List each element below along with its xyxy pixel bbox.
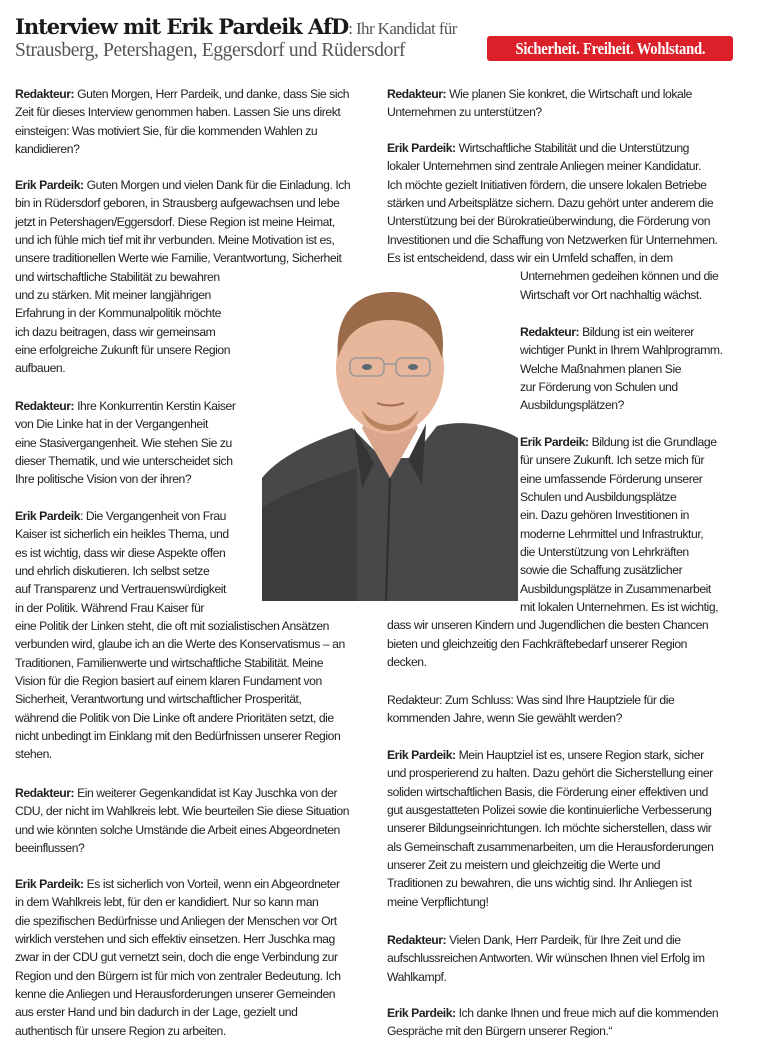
text-line bbox=[15, 176, 350, 194]
speaker-label: Erik Pardeik: bbox=[15, 178, 84, 192]
text-line bbox=[520, 396, 723, 414]
text-line bbox=[387, 783, 713, 801]
line-text: CDU, der nicht im Wahlkreis lebt. Wie beurteilen Sie diese Situation bbox=[15, 804, 350, 819]
line-text: Schulen und Ausbildungsplätze bbox=[520, 490, 677, 505]
text-line bbox=[520, 488, 718, 506]
text-line bbox=[15, 821, 349, 839]
line-text: bin in Rüdersdorf geboren, in Strausberg aufgewachsen und lebe bbox=[15, 196, 340, 211]
text-line bbox=[15, 709, 345, 727]
text-line bbox=[387, 746, 713, 764]
line-text: zwar in der CDU gut vernetzt sein, doch die enge Verbindung zur bbox=[15, 950, 338, 965]
headline bbox=[15, 14, 457, 39]
line-text: ein. Dazu gehören Investitionen in bbox=[520, 508, 689, 523]
question-paragraph bbox=[387, 691, 674, 728]
speaker-label: Redakteur: bbox=[15, 786, 75, 800]
text-line bbox=[387, 616, 718, 634]
answer-paragraph bbox=[387, 746, 713, 911]
line-text: auf Transparenz und Vertrauenswürdigkeit bbox=[15, 582, 226, 597]
text-line bbox=[15, 839, 349, 857]
line-text: Wirtschaft vor Ort nachhaltig wächst. bbox=[520, 287, 702, 302]
text-line bbox=[387, 856, 713, 874]
line-text: zur Förderung von Schulen und bbox=[520, 380, 678, 395]
speaker-label: Erik Pardeik: bbox=[15, 877, 84, 891]
line-text: nicht unbedingt im Einklang mit den Bedürfnissen unserer Region bbox=[15, 729, 341, 744]
line-text: Region und den Bürgern ist für mich von zentraler Bedeutung. Ich bbox=[15, 968, 341, 983]
line-text: in der Politik. Während Frau Kaiser für bbox=[15, 600, 205, 615]
line-text: ich dazu beitragen, dass wir gemeinsam bbox=[15, 324, 216, 339]
text-line bbox=[387, 801, 713, 819]
speaker-label: Erik Pardeik bbox=[15, 509, 81, 523]
line-text: aufbauen. bbox=[15, 361, 66, 376]
text-line bbox=[15, 617, 345, 635]
line-text: stärken und Arbeitsplätze sichern. Dazu gehört unter anderem die bbox=[387, 196, 714, 211]
text-line bbox=[15, 249, 350, 267]
line-text: jetzt in Petershagen/Eggersdorf. Diese Region ist meine Heimat, bbox=[15, 214, 335, 229]
line-text: Erfahrung in der Kommunalpolitik möchte bbox=[15, 306, 221, 321]
line-text: die spezifischen Bedürfnisse und Anliegen der Menschen vor Ort bbox=[15, 913, 337, 928]
line-text: Mein Hauptziel ist es, unsere Region stark, sicher bbox=[455, 748, 704, 762]
question-paragraph bbox=[387, 931, 705, 986]
question-paragraph bbox=[15, 85, 349, 158]
text-line bbox=[15, 544, 345, 562]
question-paragraph bbox=[387, 323, 723, 415]
slogan-text: Sicherheit. Freiheit. Wohlstand. bbox=[515, 39, 705, 58]
line-text: Bildung ist die Grundlage bbox=[588, 435, 717, 449]
line-text: Traditionen, Familienwerte und wirtschaftliche Stabilität. Meine bbox=[15, 655, 324, 670]
line-text: bieten und gleichzeitig den Fachkräftebedarf unserer Region bbox=[387, 636, 688, 651]
speaker-label: Erik Pardeik: bbox=[387, 141, 456, 155]
line-text: dieser Thematik, und wie unterscheidet sich bbox=[15, 454, 233, 469]
speaker-label: Redakteur: bbox=[15, 399, 75, 413]
line-text: einsteigen: Was motiviert Sie, für die kommenden Wahlen zu bbox=[15, 123, 318, 138]
text-line bbox=[15, 341, 350, 359]
text-line bbox=[15, 599, 345, 617]
line-text: Ausbildungsplätzen? bbox=[520, 398, 624, 413]
answer-paragraph bbox=[15, 507, 345, 764]
speaker-label: Redakteur: bbox=[520, 325, 580, 339]
line-text: Ihre Konkurrentin Kerstin Kaiser bbox=[74, 399, 236, 413]
text-line bbox=[15, 507, 345, 525]
line-text: Unternehmen gedeihen können und die bbox=[520, 269, 719, 284]
text-line bbox=[520, 451, 718, 469]
answer-paragraph bbox=[387, 139, 718, 304]
text-line bbox=[387, 157, 718, 175]
line-text: die Unterstützung von Lehrkräften bbox=[520, 545, 689, 560]
line-text: Ein weiterer Gegenkandidat ist Kay Juschka von der bbox=[74, 786, 338, 800]
line-text: Unternehmen zu unterstützen? bbox=[387, 105, 542, 120]
headline-subtitle-start: : Ihr Kandidat für bbox=[348, 19, 457, 38]
line-text: moderne Lehrmittel und Infrastruktur, bbox=[520, 526, 704, 541]
line-text: Sicherheit, Verantwortung und wirtschaftlicher Prosperität, bbox=[15, 692, 302, 707]
text-line bbox=[387, 139, 718, 157]
text-line bbox=[387, 635, 718, 653]
line-text: Welche Maßnahmen planen Sie bbox=[520, 361, 682, 376]
line-text: und wirtschaftliche Stabilität zu bewahren bbox=[15, 269, 220, 284]
text-line bbox=[15, 323, 350, 341]
answer-paragraph bbox=[387, 1004, 718, 1041]
line-text: Bildung ist ein weiterer bbox=[579, 325, 694, 339]
question-paragraph bbox=[387, 85, 692, 122]
speaker-label: Redakteur: bbox=[15, 87, 75, 101]
line-text: Traditionen zu bewahren, die uns wichtig sind. Ihr Anliegen ist bbox=[387, 876, 692, 891]
text-line bbox=[15, 525, 345, 543]
speaker-label: Redakteur: bbox=[387, 87, 447, 101]
text-line bbox=[387, 819, 713, 837]
line-text: Ich danke Ihnen und freue mich auf die kommenden bbox=[455, 1006, 719, 1020]
line-text: als Gemeinschaft zusammenarbeiten, um die Herausforderungen bbox=[387, 839, 714, 854]
headline-subtitle: Strausberg, Petershagen, Eggersdorf und Rüdersdorf bbox=[15, 40, 406, 61]
text-line bbox=[15, 985, 341, 1003]
line-text: eine Politik der Linken steht, die oft mit sozialistischen Ansätzen bbox=[15, 619, 329, 634]
text-line bbox=[15, 268, 350, 286]
line-text: Vielen Dank, Herr Pardeik, für Ihre Zeit und die bbox=[446, 933, 681, 947]
line-text: gut ausgestatteten Polizei sowie die kontinuierliche Verbesserung bbox=[387, 803, 712, 818]
text-line bbox=[15, 359, 350, 377]
text-line bbox=[15, 304, 350, 322]
text-line bbox=[520, 543, 718, 561]
text-line bbox=[387, 176, 718, 194]
text-line bbox=[15, 912, 341, 930]
line-text: Wie planen Sie konkret, die Wirtschaft und lokale bbox=[446, 87, 692, 101]
text-line bbox=[520, 525, 718, 543]
text-line bbox=[15, 213, 350, 231]
line-text: Ausbildungsplätze in Zusammenarbeit bbox=[520, 581, 711, 596]
text-line bbox=[15, 948, 341, 966]
text-line bbox=[387, 893, 713, 911]
text-line bbox=[387, 838, 713, 856]
speaker-label: Redakteur: bbox=[387, 933, 447, 947]
text-line bbox=[520, 580, 718, 598]
line-text: Wirtschaftliche Stabilität und die Unterstützung bbox=[455, 141, 690, 155]
line-text: unserer Bildungseinrichtungen. Ich möchte sicherstellen, dass wir bbox=[387, 821, 712, 836]
text-line bbox=[520, 341, 723, 359]
question-paragraph bbox=[15, 397, 235, 489]
line-text: kommenden Jahre, wenn Sie gewählt werden? bbox=[387, 711, 622, 726]
line-text: es ist wichtig, dass wir diese Aspekte offen bbox=[15, 545, 226, 560]
line-text: von Die Linke hat in der Vergangenheit bbox=[15, 417, 208, 432]
line-text: wirklich verstehen und sich effektiv einsetzen. Herr Juschka mag bbox=[15, 932, 335, 947]
text-line bbox=[15, 470, 235, 488]
answer-paragraph bbox=[387, 433, 718, 671]
answer-paragraph bbox=[15, 176, 350, 378]
text-line bbox=[520, 433, 718, 451]
line-text: und ich fühle mich tief mit ihr verbunden. Meine Motivation ist es, bbox=[15, 233, 335, 248]
text-line bbox=[15, 231, 350, 249]
line-text: und prosperierend zu halten. Dazu gehört die Sicherstellung einer bbox=[387, 766, 713, 781]
text-line bbox=[387, 709, 674, 727]
text-line bbox=[15, 194, 350, 212]
text-line bbox=[387, 212, 718, 230]
text-line bbox=[15, 875, 341, 893]
text-line bbox=[15, 635, 345, 653]
text-line bbox=[387, 874, 713, 892]
answer-paragraph bbox=[15, 875, 341, 1040]
line-text: decken. bbox=[387, 655, 427, 670]
line-text: wichtiger Punkt in Ihrem Wahlprogramm. bbox=[520, 343, 723, 358]
line-text: stehen. bbox=[15, 747, 52, 762]
line-text: in dem Wahlkreis lebt, für den er kandidiert. Nur so kann man bbox=[15, 895, 319, 910]
line-text: Kaiser ist sicherlich ein heikles Thema, und bbox=[15, 527, 229, 542]
line-text: kenne die Anliegen und Herausforderungen unserer Gemeinden bbox=[15, 987, 336, 1002]
text-line bbox=[387, 85, 692, 103]
text-line bbox=[15, 893, 341, 911]
text-line bbox=[387, 1022, 718, 1040]
line-text: und zu stärken. Mit meiner langjährigen bbox=[15, 288, 211, 303]
line-text: aus erster Hand und bin dadurch in der Lage, gezielt und bbox=[15, 1005, 298, 1020]
line-text: während die Politik von Die Linke oft andere Prioritäten setzt, die bbox=[15, 710, 334, 725]
text-line bbox=[387, 653, 718, 671]
text-line bbox=[15, 580, 345, 598]
text-line bbox=[520, 360, 723, 378]
line-text: aufschlussreichen Antworten. Wir wünschen Ihnen viel Erfolg im bbox=[387, 951, 705, 966]
text-line bbox=[15, 103, 349, 121]
line-text: lokaler Unternehmen sind zentrale Anliegen meiner Kandidatur. bbox=[387, 159, 702, 174]
headline-title: Interview mit Erik Pardeik AfD bbox=[15, 14, 349, 39]
text-line bbox=[15, 727, 345, 745]
slogan-badge bbox=[487, 36, 733, 61]
text-line bbox=[15, 122, 349, 140]
line-text: Redakteur: Zum Schluss: Was sind Ihre Hauptziele für die bbox=[387, 693, 675, 707]
line-text: Wahlkampf. bbox=[387, 969, 447, 984]
text-line bbox=[520, 286, 718, 304]
line-text: : Die Vergangenheit von Frau bbox=[80, 509, 227, 523]
text-line bbox=[387, 1004, 718, 1022]
line-text: beeinflussen? bbox=[15, 841, 85, 856]
text-line bbox=[15, 397, 235, 415]
text-line bbox=[520, 267, 718, 285]
line-text: soliden wirtschaftlichen Basis, die Förderung einer effektiven und bbox=[387, 784, 709, 799]
line-text: dass wir unseren Kindern und Jugendlichen die besten Chancen bbox=[387, 618, 709, 633]
line-text: kandidieren? bbox=[15, 142, 80, 157]
text-line bbox=[520, 598, 718, 616]
line-text: Unterstützung bei der Bürokratieüberwindung, die Förderung von bbox=[387, 214, 711, 229]
text-line bbox=[520, 561, 718, 579]
line-text: Vision für die Region basiert auf einem klaren Fundament von bbox=[15, 674, 322, 689]
text-line bbox=[15, 672, 345, 690]
text-line bbox=[520, 506, 718, 524]
text-line bbox=[15, 784, 349, 802]
line-text: sowie die Schaffung zusätzlicher bbox=[520, 563, 683, 578]
line-text: Investitionen und die Schaffung von Netzwerken für Unternehmen. bbox=[387, 232, 718, 247]
text-line bbox=[520, 323, 723, 341]
text-line bbox=[387, 764, 713, 782]
text-line bbox=[387, 231, 718, 249]
line-text: Es ist entscheidend, dass wir ein Umfeld schaffen, in dem bbox=[387, 251, 673, 266]
text-line bbox=[387, 249, 718, 267]
text-line bbox=[520, 378, 723, 396]
line-text: Guten Morgen und vielen Dank für die Einladung. Ich bbox=[83, 178, 351, 192]
line-text: verbunden wird, glaube ich an die Werte des Konservatismus – an bbox=[15, 637, 345, 652]
line-text: eine Stasivergangenheit. Wie stehen Sie zu bbox=[15, 435, 232, 450]
speaker-label: Erik Pardeik: bbox=[387, 748, 456, 762]
line-text: mit lokalen Unternehmen. Es ist wichtig, bbox=[520, 600, 719, 615]
text-line bbox=[15, 85, 349, 103]
text-line bbox=[15, 802, 349, 820]
line-text: Guten Morgen, Herr Pardeik, und danke, dass Sie sich bbox=[74, 87, 350, 101]
line-text: für unsere Zukunft. Ich setze mich für bbox=[520, 453, 705, 468]
text-line bbox=[15, 690, 345, 708]
line-text: unserer Zeit zu meistern und gleichzeitig die Werte und bbox=[387, 858, 661, 873]
text-line bbox=[15, 654, 345, 672]
text-line bbox=[15, 1022, 341, 1040]
line-text: authentisch für unsere Region zu arbeiten. bbox=[15, 1023, 226, 1038]
text-line bbox=[15, 286, 350, 304]
line-text: und ehrlich diskutieren. Ich selbst setze bbox=[15, 564, 210, 579]
text-line bbox=[15, 415, 235, 433]
text-line bbox=[387, 931, 705, 949]
line-text: Ich möchte gezielt Initiativen fördern, die unsere lokalen Betriebe bbox=[387, 177, 707, 192]
text-line bbox=[387, 103, 692, 121]
line-text: Es ist sicherlich von Vorteil, wenn ein Abgeordneter bbox=[83, 877, 340, 891]
text-line bbox=[15, 745, 345, 763]
line-text: meine Verpflichtung! bbox=[387, 894, 489, 909]
text-line bbox=[15, 562, 345, 580]
line-text: Gespräche mit den Bürgern unserer Region.“ bbox=[387, 1024, 612, 1039]
text-line bbox=[387, 691, 674, 709]
line-text: und wie könnten solche Umstände die Arbeit eines Abgeordneten bbox=[15, 822, 340, 837]
text-line bbox=[15, 930, 341, 948]
line-text: Ihre politische Vision von der ihren? bbox=[15, 472, 192, 487]
line-text: eine umfassende Förderung unserer bbox=[520, 471, 703, 486]
text-line bbox=[15, 140, 349, 158]
speaker-label: Erik Pardeik: bbox=[387, 1006, 456, 1020]
line-text: Zeit für dieses Interview genommen haben. Lassen Sie uns direkt bbox=[15, 105, 341, 120]
text-line bbox=[387, 194, 718, 212]
line-text: eine erfolgreiche Zukunft für unsere Region bbox=[15, 343, 231, 358]
question-paragraph bbox=[15, 784, 349, 857]
text-line bbox=[387, 968, 705, 986]
text-line bbox=[387, 949, 705, 967]
text-line bbox=[15, 1003, 341, 1021]
line-text: unsere traditionellen Werte wie Familie, Verantwortung, Sicherheit bbox=[15, 251, 342, 266]
speaker-label: Erik Pardeik: bbox=[520, 435, 589, 449]
text-line bbox=[15, 452, 235, 470]
text-line bbox=[520, 470, 718, 488]
text-line bbox=[15, 967, 341, 985]
text-line bbox=[15, 434, 235, 452]
